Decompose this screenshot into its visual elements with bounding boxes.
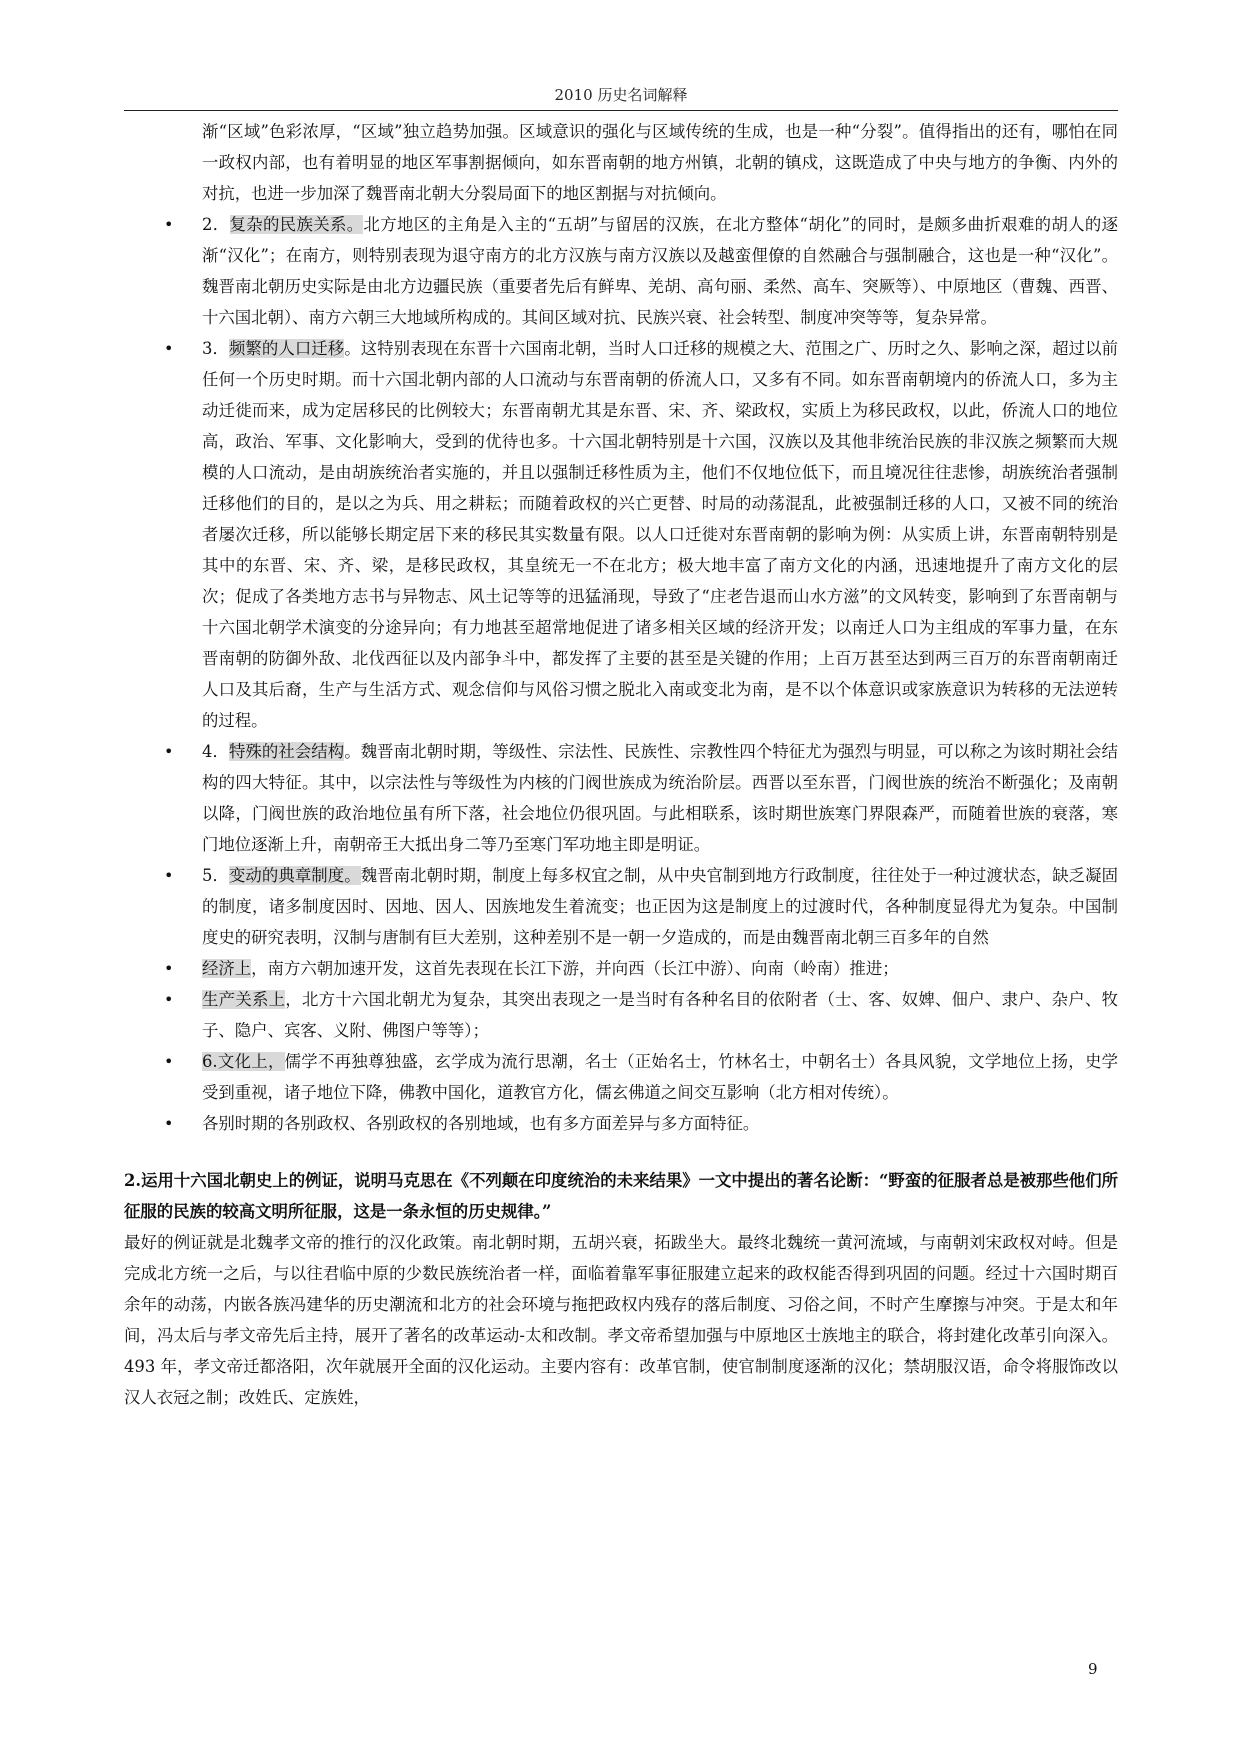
item-text: ，南方六朝加速开发，这首先表现在长江下游，并向西（长江中游）、向南（岭南）推进； [251, 959, 899, 978]
list-item [124, 1046, 1118, 1108]
bullet-marker: • [164, 959, 174, 978]
list-item [124, 984, 1118, 1046]
bullet-marker: • [164, 866, 174, 885]
answer-paragraph: 最好的例证就是北魏孝文帝的推行的汉化政策。南北朝时期，五胡兴衰，拓跋坐大。最终北魏统一黄河流域，与南朝刘宋政权对峙。但是完成北方统一之后，与以往君临中原的少数民族统治者一样，面临着靠军事征服建立起来的政权能否得到巩固的问题。经过十六国时期百余年的动荡，内嵌各族冯建华的历史潮流和北方的社会环境与拖把政权内残存的落后制度、习俗之间，不时产生摩擦与冲突。于是太和年间，冯太后与孝文帝先后主持，展开了著名的改革运动-太和改制。孝文帝希望加强与中原地区士族地主的联合，将封建化改革引向深入。493 年，孝文帝迁都洛阳，次年就展开全面的汉化运动。主要内容有：改革官制，使官制制度逐渐的汉化；禁胡服汉语，命令将服饰改以汉人衣冠之制；改姓氏、定族姓， [124, 1233, 1118, 1407]
item-text: 北方地区的主角是入主的“五胡”与留居的汉族，在北方整体“胡化”的同时，是颇多曲折艰难的胡人的逐渐“汉化”；在南方，则特别表现为退守南方的北方汉族与南方汉族以及越蛮俚僚的自然融合与强制融合，这也是一种“汉化”。魏晋南北朝历史实际是由北方边疆民族（重要者先后有鲜卑、羌胡、高句丽、柔然、高车、突厥等）、中原地区（曹魏、西晋、十六国北朝）、南方六朝三大地域所构成的。其间区域对抗、民族兴衰、社会转型、制度冲突等等，复杂异常。 [202, 215, 1119, 327]
item-text: ，北方十六国北朝尤为复杂，其突出表现之一是当时有各种名目的依附者（士、客、奴婢、佃户、隶户、杂户、牧子、隐户、宾客、义附、佛图户等等）； [202, 990, 1118, 1040]
bullet-marker: • [164, 1052, 174, 1071]
intro-paragraph: 渐“区域”色彩浓厚，“区域”独立趋势加强。区域意识的强化与区域传统的生成，也是一种“分裂”。值得指出的还有，哪怕在同一政权内部，也有着明显的地区军事割据倾向，如东晋南朝的地方州镇，北朝的镇戍，这既造成了中央与地方的争衡、内外的对抗，也进一步加深了魏晋南北朝大分裂局面下的地区割据与对抗倾向。 [202, 122, 1118, 203]
list-item [124, 333, 1118, 736]
list-item [124, 209, 1118, 333]
bullet-marker: • [164, 990, 174, 1009]
list-item [124, 736, 1118, 860]
highlighted-term: 频繁的人口迁移 [228, 339, 345, 358]
highlighted-term: 复杂的民族关系。 [229, 215, 364, 234]
page-content [124, 116, 1118, 1413]
bullet-marker: • [164, 215, 174, 234]
bullet-marker: • [164, 742, 174, 761]
list-item [124, 860, 1118, 953]
highlighted-term: 特殊的社会结构 [228, 742, 345, 761]
item-text: 。魏晋南北朝时期，等级性、宗法性、民族性、宗教性四个特征尤为强烈与明显，可以称之为该时期社会结构的四大特征。其中，以宗法性与等级性为内核的门阀世族成为统治阶层。西晋以至东晋，门阀世族的统治不断强化；及南朝以降，门阀世族的政治地位虽有所下落，社会地位仍很巩固。与此相联系，该时期世族寒门界限森严，而随着世族的衰落，寒门地位逐渐上升，南朝帝王大抵出身二等乃至寒门军功地主即是明证。 [202, 742, 1119, 854]
running-header: 2010 历史名词解释 [554, 86, 688, 104]
list-item [124, 953, 1118, 984]
header-rule [124, 110, 1118, 111]
highlighted-term: 经济上 [202, 959, 252, 978]
item-number: 3． [202, 339, 229, 358]
item-number: 4． [202, 742, 229, 761]
bullet-list [124, 209, 1118, 1139]
list-item [124, 1108, 1118, 1139]
section-gap [124, 1139, 1118, 1165]
item-number: 5． [202, 866, 229, 885]
bullet-marker: • [164, 339, 174, 358]
highlighted-term: 6.文化上， [202, 1052, 285, 1071]
bullet-marker: • [164, 1114, 174, 1133]
item-text: 各别时期的各别政权、各别政权的各别地域，也有多方面差异与多方面特征。 [202, 1114, 760, 1133]
item-number: 2． [202, 215, 230, 234]
page-number: 9 [1088, 1660, 1098, 1678]
item-text: 儒学不再独尊独盛，玄学成为流行思潮，名士（正始名士，竹林名士，中朝名士）各具风貌，文学地位上扬，史学受到重视，诸子地位下降，佛教中国化，道教官方化，儒玄佛道之间交互影响（北方相对传统）。 [202, 1052, 1119, 1102]
highlighted-term: 变动的典章制度。 [228, 866, 361, 885]
question-heading: 2.运用十六国北朝史上的例证，说明马克思在《不列颠在印度统治的未来结果》一文中提出的著名论断：“野蛮的征服者总是被那些他们所征服的民族的较高文明所征服，这是一条永恒的历史规律。” [124, 1171, 1118, 1221]
item-text: 魏晋南北朝时期，制度上每多权宜之制，从中央官制到地方行政制度，往往处于一种过渡状态，缺乏凝固的制度，诸多制度因时、因地、因人、因族地发生着流变；也正因为这是制度上的过渡时代，各种制度显得尤为复杂。中国制度史的研究表明，汉制与唐制有巨大差别，这种差别不是一朝一夕造成的，而是由魏晋南北朝三百多年的自然 [202, 866, 1118, 947]
highlighted-term: 生产关系上 [202, 990, 286, 1009]
item-text: 。这特别表现在东晋十六国南北朝，当时人口迁移的规模之大、范围之广、历时之久、影响之深，超过以前任何一个历史时期。而十六国北朝内部的人口流动与东晋南朝的侨流人口，又多有不同。如东晋南朝境内的侨流人口，多为主动迁徙而来，成为定居移民的比例较大；东晋南朝尤其是东晋、宋、齐、梁政权，实质上为移民政权，以此，侨流人口的地位高，政治、军事、文化影响大，受到的优待也多。十六国北朝特别是十六国，汉族以及其他非统治民族的非汉族之频繁而大规模的人口流动，是由胡族统治者实施的，并且以强制迁移性质为主，他们不仅地位低下，而且境况往往悲惨，胡族统治者强制迁移他们的目的，是以之为兵、用之耕耘；而随着政权的兴亡更替、时局的动荡混乱，此被强制迁移的人口，又被不同的统治者屡次迁移，所以能够长期定居下来的移民其实数量有限。以人口迁徙对东晋南朝的影响为例：从实质上讲，东晋南朝特别是其中的东晋、宋、齐、梁，是移民政权，其皇统无一不在北方；极大地丰富了南方文化的内涵，迅速地提升了南方文化的层次；促成了各类地方志书与异物志、风土记等等的迅猛涌现，导致了“庄老告退而山水方滋”的文风转变，影响到了东晋南朝与十六国北朝学术演变的分途异向；有力地甚至超常地促进了诸多相关区域的经济开发；以南迁人口为主组成的军事力量，在东晋南朝的防御外敌、北伐西征以及内部争斗中，都发挥了主要的甚至是关键的作用；上百万甚至达到两三百万的东晋南朝南迁人口及其后裔，生产与生活方式、观念信仰与风俗习惯之脱北入南或变北为南，是不以个体意识或家族意识为转移的无法逆转的过程。 [202, 339, 1119, 730]
